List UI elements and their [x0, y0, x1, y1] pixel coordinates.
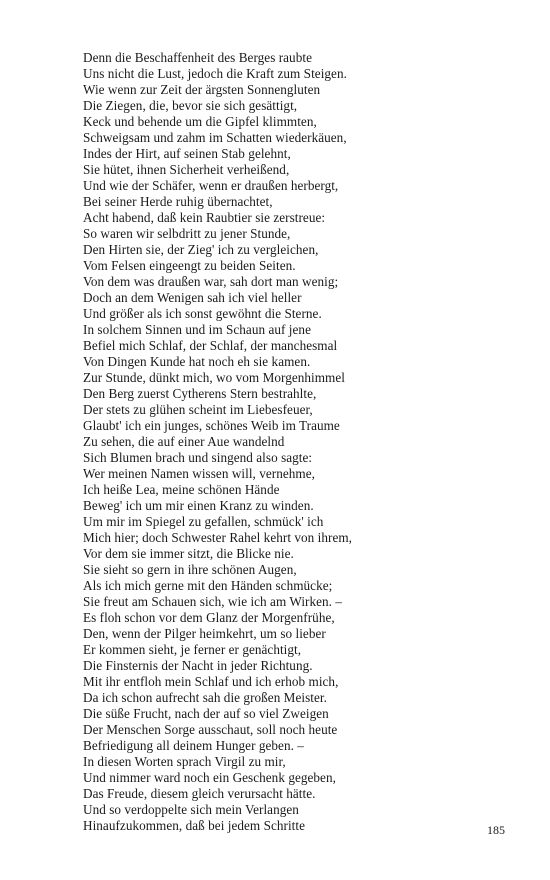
poem-line: Befiel mich Schlaf, der Schlaf, der manchesmal [83, 338, 338, 353]
poem-line: Acht habend, daß kein Raubtier sie zerstreue: [83, 210, 326, 225]
poem-line: Sie hütet, ihnen Sicherheit verheißend, [83, 162, 290, 177]
poem-line: Den, wenn der Pilger heimkehrt, um so lieber [83, 626, 326, 641]
poem-line: Indes der Hirt, auf seinen Stab gelehnt, [83, 146, 291, 161]
poem-line: Von dem was draußen war, sah dort man wenig; [83, 274, 339, 289]
poem-line: Er kommen sieht, je ferner er genächtigt, [83, 642, 302, 657]
poem-line: Die süße Frucht, nach der auf so viel Zweigen [83, 706, 329, 721]
poem-line: Zur Stunde, dünkt mich, wo vom Morgenhimmel [83, 370, 345, 385]
poem-line: Denn die Beschaffenheit des Berges raubte [83, 50, 312, 65]
poem-line: Uns nicht die Lust, jedoch die Kraft zum Steigen. [83, 66, 347, 81]
poem-line: Vom Felsen eingeengt zu beiden Seiten. [83, 258, 296, 273]
poem-line: Doch an dem Wenigen sah ich viel heller [83, 290, 302, 305]
poem-line: Bei seiner Herde ruhig übernachtet, [83, 194, 273, 209]
poem-line: Befriedigung all deinem Hunger geben. – [83, 738, 304, 753]
page-number: 185 [487, 823, 505, 837]
poem-line: Hinaufzukommen, daß bei jedem Schritte [83, 818, 305, 833]
poem-line: Und größer als ich sonst gewöhnt die Sterne. [83, 306, 322, 321]
poem-line: Und nimmer ward noch ein Geschenk gegeben, [83, 770, 336, 785]
poem-line: Den Berg zuerst Cytherens Stern bestrahlte, [83, 386, 317, 401]
poem-line: Die Finsternis der Nacht in jeder Richtung. [83, 658, 313, 673]
poem-line: Es floh schon vor dem Glanz der Morgenfrühe, [83, 610, 335, 625]
poem-line: Und wie der Schäfer, wenn er draußen herbergt, [83, 178, 339, 193]
poem-line: Mich hier; doch Schwester Rahel kehrt von ihrem, [83, 530, 353, 545]
poem-line: Der Menschen Sorge ausschaut, soll noch heute [83, 722, 338, 737]
poem-line: Wie wenn zur Zeit der ärgsten Sonnengluten [83, 82, 321, 97]
poem-line: Mit ihr entfloh mein Schlaf und ich erhob mich, [83, 674, 339, 689]
poem-line: Um mir im Spiegel zu gefallen, schmück' ich [83, 514, 324, 529]
poem-line: Keck und behende um die Gipfel klimmten, [83, 114, 317, 129]
poem-text [83, 50, 352, 834]
poem-line: Sie sieht so gern in ihre schönen Augen, [83, 562, 297, 577]
poem-line: In solchem Sinnen und im Schaun auf jene [83, 322, 311, 337]
poem-line: Vor dem sie immer sitzt, die Blicke nie. [83, 546, 294, 561]
poem-line: Der stets zu glühen scheint im Liebesfeuer, [83, 402, 313, 417]
poem-line: Wer meinen Namen wissen will, vernehme, [83, 466, 315, 481]
poem-line: Ich heiße Lea, meine schönen Hände [83, 482, 280, 497]
poem-line: Die Ziegen, die, bevor sie sich gesättigt, [83, 98, 298, 113]
poem-line: Und so verdoppelte sich mein Verlangen [83, 802, 299, 817]
poem-line: Den Hirten sie, der Zieg' ich zu vergleichen, [83, 242, 319, 257]
poem-line: Schweigsam und zahm im Schatten wiederkäuen, [83, 130, 347, 145]
poem-line: Sie freut am Schauen sich, wie ich am Wirken. – [83, 594, 343, 609]
poem-line: Sich Blumen brach und singend also sagte: [83, 450, 313, 465]
poem-line: Zu sehen, die auf einer Aue wandelnd [83, 434, 285, 449]
poem-line: Beweg' ich um mir einen Kranz zu winden. [83, 498, 314, 513]
poem-line: Da ich schon aufrecht sah die großen Meister. [83, 690, 327, 705]
poem-line: In diesen Worten sprach Virgil zu mir, [83, 754, 286, 769]
poem-line: So waren wir selbdritt zu jener Stunde, [83, 226, 291, 241]
poem-line: Als ich mich gerne mit den Händen schmücke; [83, 578, 333, 593]
poem-line: Glaubt' ich ein junges, schönes Weib im Traume [83, 418, 340, 433]
poem-line: Von Dingen Kunde hat noch eh sie kamen. [83, 354, 311, 369]
poem-line: Das Freude, diesem gleich verursacht hätte. [83, 786, 316, 801]
